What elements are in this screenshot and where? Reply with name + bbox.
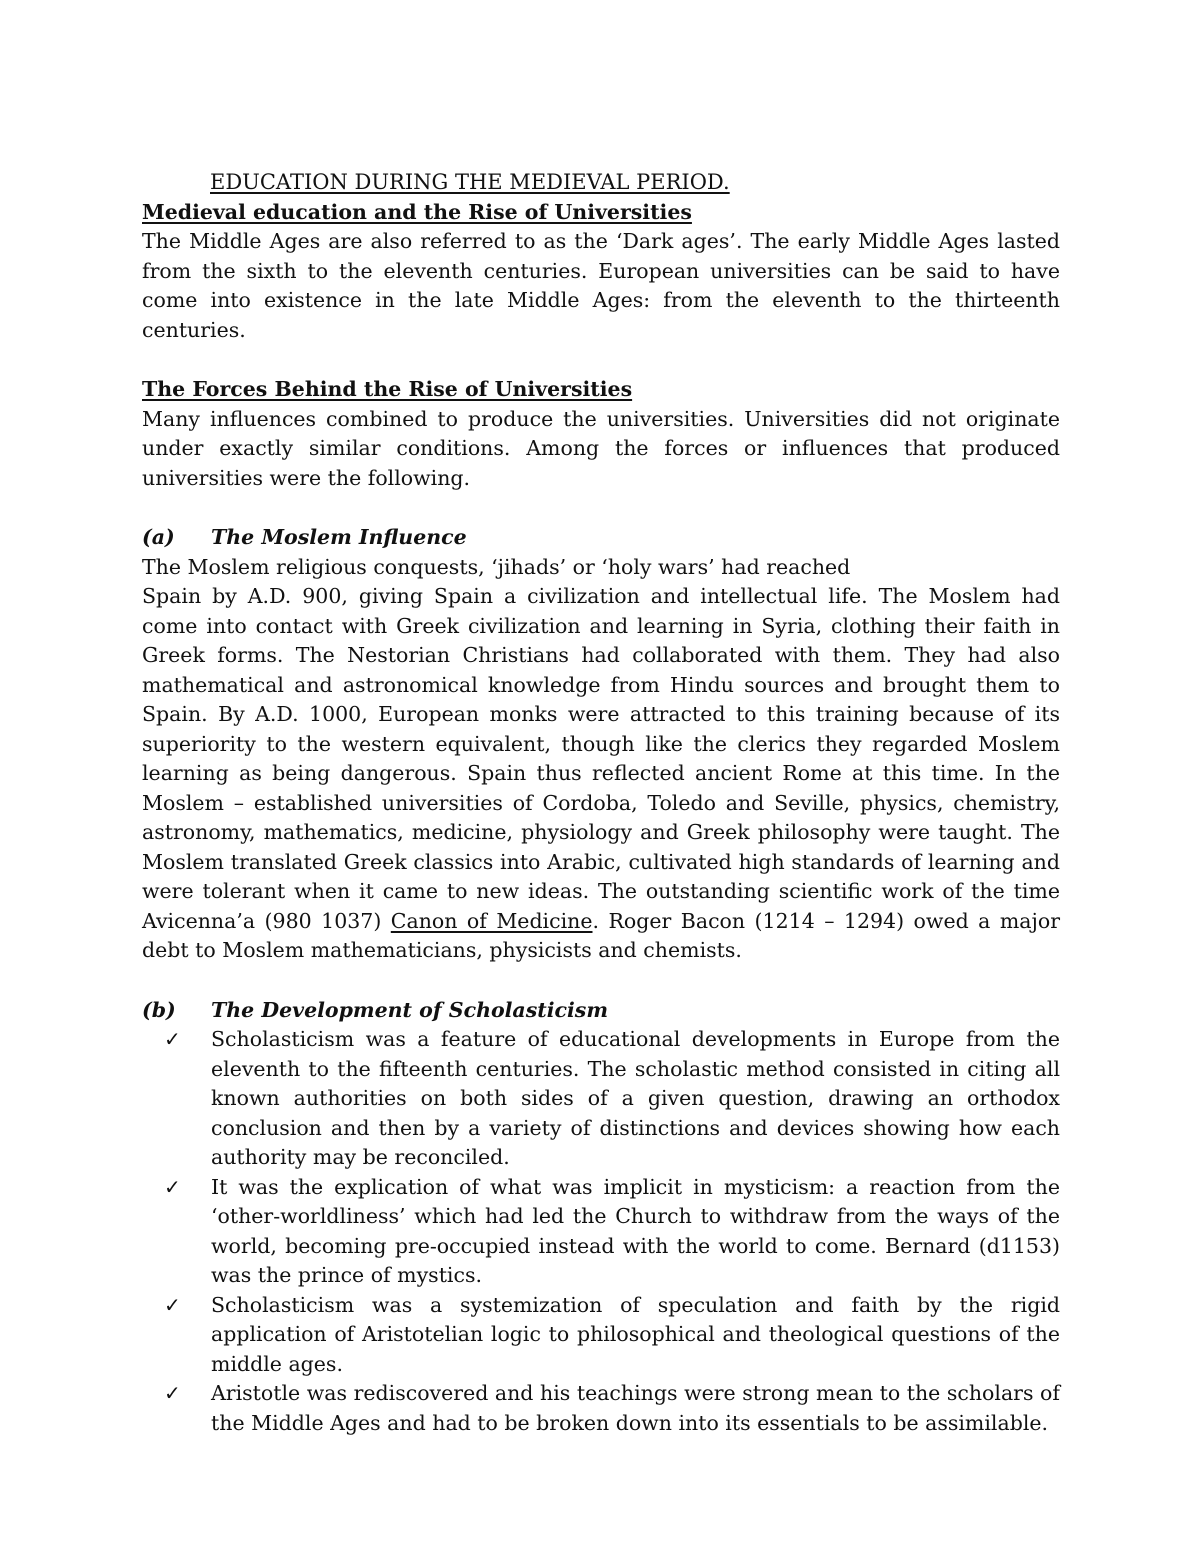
checkmark-icon: ✓ — [164, 1174, 181, 1199]
subheading-title: The Development of Scholasticism — [211, 997, 609, 1022]
subheading-label: (b) — [142, 997, 176, 1022]
book-title-canon-of-medicine: Canon of Medicine — [390, 908, 593, 933]
section-body-forces: Many influences combined to produce the universities. Universities did not originate under exactly similar conditions. Among the forces or influences that produced universities were the following. — [142, 406, 1060, 490]
checkmark-icon: ✓ — [164, 1381, 181, 1405]
moslem-body-text-end: . Roger Bacon (1214 – 1294) owed a major debt to Moslem mathematicians, physicists and chemists. — [142, 908, 1061, 962]
moslem-body-text: Spain by A.D. 900, giving Spain a civilization and intellectual life. The Moslem had come into contact with Greek civilization and learning in Syria, clothing their faith in Greek forms. The Nestorian Christians had collaborated with them. They had also mathematical and astronomical knowledge from Hindu sources and brought them to Spain. By A.D. 1000, European monks were attracted to this training because of its superiority to the western equivalent, though like the clerics they regarded Moslem learning as being dangerous. Spain thus reflected ancient Rome at this time. In the Moslem – established universities of Cordoba, Toledo and Seville, physics, chemistry, astronomy, mathematics, medicine, physiology and Greek philosophy were taught. The Moslem translated Greek classics into Arabic, cultivated high standards of learning and were tolerant when it came to new ideas. The outstanding scientific work of the time Avicenna’a (980 1037) — [142, 584, 1060, 933]
list-item — [164, 1291, 1060, 1380]
spacer — [142, 966, 1060, 996]
list-item-text: Aristotle was rediscovered and his teachings were strong mean to the scholars of the Middle Ages and had to be broken down into its essentials to be assimilable. — [211, 1381, 1060, 1435]
scholasticism-checklist — [142, 1025, 1060, 1438]
spacer — [142, 345, 1060, 375]
list-item — [164, 1173, 1060, 1291]
spacer — [142, 493, 1060, 523]
moslem-lead-line: The Moslem religious conquests, ‘jihads’ or ‘holy wars’ had reached — [142, 554, 851, 579]
list-item — [164, 1025, 1060, 1173]
moslem-body — [142, 582, 1060, 966]
subheading-scholasticism — [142, 996, 1060, 1026]
checkmark-icon: ✓ — [164, 1027, 181, 1051]
checkmark-icon: ✓ — [164, 1292, 181, 1317]
section-body-medieval-education: The Middle Ages are also referred to as the ‘Dark ages’. The early Middle Ages lasted from the sixth to the eleventh centuries. European universities can be said to have come into existence in the late Middle Ages: from the eleventh to the thirteenth centuries. — [142, 229, 1060, 342]
page-title: EDUCATION DURING THE MEDIEVAL PERIOD. — [210, 170, 730, 194]
list-item-text: Scholasticism was a feature of educational developments in Europe from the eleventh to the fifteenth centuries. The scholastic method consisted in citing all known authorities on both sides of a given question, drawing an orthodox conclusion and then by a variety of distinctions and devices showing how each authority may be reconciled. — [211, 1027, 1060, 1169]
list-item-text: It was the explication of what was implicit in mysticism: a reaction from the ‘other-worldliness’ which had led the Church to withdraw from the ways of the world, becoming pre-occupied instead with the world to come. Bernard (d1153) was the prince of mystics. — [211, 1174, 1060, 1287]
document-page — [142, 168, 1060, 1438]
list-item — [164, 1379, 1060, 1438]
subheading-label: (a) — [142, 525, 175, 549]
subheading-moslem-influence — [142, 523, 1060, 553]
list-item-text: Scholasticism was a systemization of speculation and faith by the rigid application of Aristotelian logic to philosophical and theological questions of the middle ages. — [211, 1292, 1060, 1376]
section-heading-forces: The Forces Behind the Rise of Universities — [142, 377, 633, 401]
section-heading-medieval-education: Medieval education and the Rise of Universities — [142, 199, 692, 224]
subheading-title: The Moslem Influence — [211, 525, 467, 549]
